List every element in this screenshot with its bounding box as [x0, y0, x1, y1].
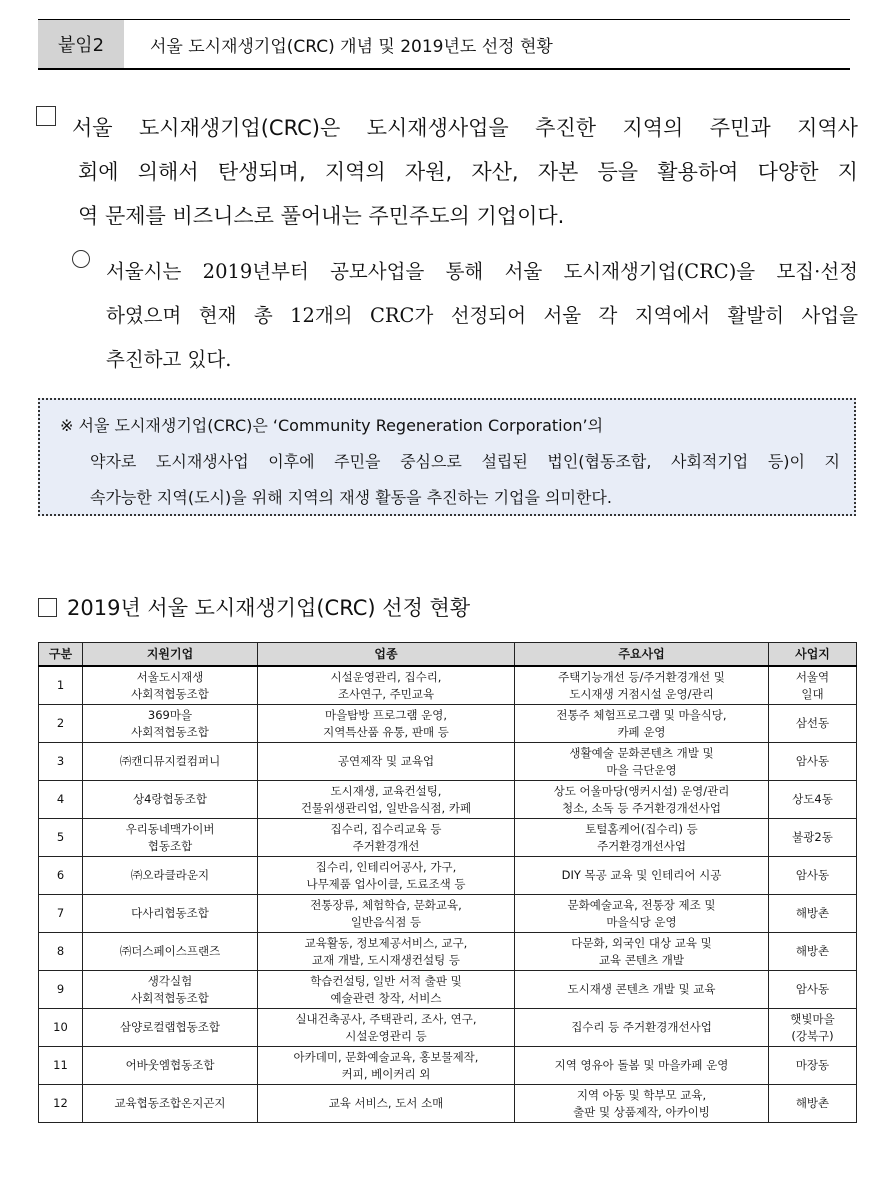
table-cell — [258, 857, 515, 895]
cell-text: 서울역 일대 — [795, 669, 830, 701]
note-text: 속가능한 지역(도시)을 위해 지역의 재생 활동을 추진하는 기업을 의미한다. — [90, 488, 612, 507]
cell-text: 삼양로컬랩협동조합 — [120, 1020, 220, 1034]
cell-text: 6 — [56, 868, 65, 882]
paragraph-line — [72, 338, 858, 382]
word: 하였으며 — [106, 304, 182, 327]
word: 추진한 — [535, 116, 597, 140]
table-row — [39, 1047, 857, 1085]
word: 공모사업을 — [330, 260, 425, 283]
word: 도시재생기업(CRC)은 — [139, 116, 341, 140]
cell-text: 삼선동 — [795, 716, 830, 730]
word: 회에 — [78, 160, 119, 184]
table-body — [39, 666, 857, 1123]
cell-text: 11 — [53, 1058, 68, 1072]
word: 모집·선정 — [776, 260, 858, 283]
paragraph-text — [72, 106, 858, 150]
cell-text: 암사동 — [795, 754, 830, 768]
column-header: 업종 — [258, 643, 515, 667]
cell-text: 학습컨설팅, 일반 서적 출판 및 예술관련 창작, 서비스 — [310, 973, 462, 1005]
cell-text: 3 — [56, 754, 65, 768]
cell-text: 마장동 — [795, 1058, 830, 1072]
word: 서울 — [543, 304, 582, 327]
cell-text: 2 — [56, 716, 65, 730]
table-cell — [769, 1047, 857, 1085]
table-cell — [515, 705, 769, 743]
section-title-text: 2019년 서울 도시재생기업(CRC) 선정 현황 — [67, 596, 471, 620]
cell-text: ㈜더스페이스프랜즈 — [119, 944, 221, 958]
table-row — [39, 743, 857, 781]
table-row — [39, 781, 857, 819]
table-cell — [769, 933, 857, 971]
table-cell — [515, 743, 769, 781]
table-cell — [39, 666, 83, 705]
table-cell — [769, 857, 857, 895]
cell-text: 마을탐방 프로그램 운영, 지역특산품 유통, 판매 등 — [323, 707, 449, 739]
table-cell — [39, 1009, 83, 1047]
table-cell — [39, 857, 83, 895]
word: 의해서 — [137, 160, 199, 184]
table-cell — [83, 1085, 258, 1123]
word: CRC가 — [369, 304, 434, 327]
word: 현재 — [198, 304, 237, 327]
cell-text: 암사동 — [795, 868, 830, 882]
cell-text: 아카데미, 문화예술교육, 홍보물제작, 커피, 베이커리 외 — [293, 1049, 479, 1081]
word: 설립된 — [481, 452, 528, 471]
cell-text: 생각실험 사회적협동조합 — [131, 973, 209, 1005]
cell-text: 상도 어울마당(앵커시설) 운영/관리 청소, 소독 등 주거환경개선사업 — [553, 783, 730, 815]
table-cell — [83, 705, 258, 743]
word: 등)이 — [767, 452, 805, 471]
word: 각 — [598, 304, 618, 327]
cell-text: 햇빛마을 (강북구) — [790, 1011, 835, 1043]
definition-note — [38, 398, 856, 516]
table-cell — [515, 933, 769, 971]
table-cell — [769, 819, 857, 857]
cell-text: 도시재생, 교육컨설팅, 건물위생관리업, 일반음식점, 카페 — [300, 783, 472, 815]
table-cell — [769, 666, 857, 705]
cell-text: 다문화, 외국인 대상 교육 및 교육 콘텐츠 개발 — [571, 935, 712, 967]
word: 지역에서 — [634, 304, 711, 327]
table-cell — [769, 1009, 857, 1047]
cell-text: 전통주 체험프로그램 및 마을식당, 카페 운영 — [556, 707, 727, 739]
cell-text: 토털홈케어(집수리) 등 주거환경개선사업 — [585, 821, 698, 853]
table-cell — [83, 1009, 258, 1047]
cell-text: 상4랑협동조합 — [133, 792, 207, 806]
table-cell — [769, 743, 857, 781]
word: 선정되어 — [450, 304, 527, 327]
detail-paragraph — [72, 250, 858, 382]
table-cell — [258, 1009, 515, 1047]
table-cell — [83, 933, 258, 971]
word: 지 — [837, 160, 858, 184]
table-cell — [515, 895, 769, 933]
word: 12개의 — [290, 304, 353, 327]
word: 도시재생기업(CRC)을 — [563, 260, 756, 283]
cell-text: 어바웃엠협동조합 — [125, 1058, 215, 1072]
paragraph-line — [36, 194, 858, 238]
word: 활발히 — [727, 304, 785, 327]
cell-text: 생활예술 문화콘텐츠 개발 및 마을 극단운영 — [569, 745, 714, 777]
table-cell — [515, 781, 769, 819]
word: 활용하여 — [657, 160, 739, 184]
table-cell — [39, 1047, 83, 1085]
table-cell — [39, 933, 83, 971]
cell-text: 주택기능개선 등/주거환경개선 및 도시재생 거점시설 운영/관리 — [558, 669, 725, 701]
table-row — [39, 1009, 857, 1047]
cell-text: 9 — [56, 982, 65, 996]
cell-text: 우리동네맥가이버 협동조합 — [125, 821, 215, 853]
table-row — [39, 895, 857, 933]
table-cell — [258, 1047, 515, 1085]
table-row — [39, 933, 857, 971]
word: 지 — [824, 452, 840, 471]
cell-text: 도시재생 콘텐츠 개발 및 교육 — [567, 982, 716, 996]
word: 자본 — [537, 160, 579, 184]
word: 서울시는 — [106, 260, 182, 283]
cell-text: 집수리 등 주거환경개선사업 — [571, 1020, 712, 1034]
note-line — [60, 408, 840, 444]
word: 다양한 — [757, 160, 819, 184]
word: 중심으로 — [400, 452, 462, 471]
table-cell — [258, 895, 515, 933]
table-cell — [39, 743, 83, 781]
table-cell — [515, 666, 769, 705]
cell-text: 지역 영유아 돌봄 및 마을카페 운영 — [554, 1058, 729, 1072]
note-line — [60, 444, 840, 480]
table-cell — [83, 1047, 258, 1085]
table-cell — [39, 705, 83, 743]
table-cell — [83, 743, 258, 781]
table-cell — [39, 971, 83, 1009]
word: 탄생되며, — [217, 160, 306, 184]
cell-text: 1 — [56, 678, 65, 692]
table-cell — [769, 781, 857, 819]
word: 주민을 — [334, 452, 381, 471]
table-cell — [83, 857, 258, 895]
table-cell — [515, 1009, 769, 1047]
intro-paragraph — [36, 106, 858, 238]
word: 이후에 — [268, 452, 315, 471]
table-cell — [258, 666, 515, 705]
paragraph-line — [72, 250, 858, 294]
crc-selection-table — [38, 642, 857, 1123]
table-cell — [515, 971, 769, 1009]
checkbox-square-icon — [38, 598, 57, 617]
table-cell — [769, 971, 857, 1009]
cell-text: 불광2동 — [792, 830, 833, 844]
table-cell — [258, 819, 515, 857]
table-row — [39, 666, 857, 705]
cell-text: 교육협동조합온지곤지 — [114, 1096, 226, 1110]
word: 자원, — [404, 160, 453, 184]
table-cell — [258, 1085, 515, 1123]
cell-text: 시설운영관리, 집수리, 조사연구, 주민교육 — [330, 669, 442, 701]
table-header-row — [39, 643, 857, 667]
cell-text: 다사리협동조합 — [131, 906, 209, 920]
table-cell — [83, 971, 258, 1009]
cell-text: 전통장류, 체험학습, 문화교육, 일반음식점 등 — [310, 897, 462, 929]
paragraph-line — [36, 150, 858, 194]
attachment-header — [38, 19, 850, 70]
table-cell — [83, 819, 258, 857]
paragraph-text: 추진하고 있다. — [106, 348, 232, 371]
table-cell — [258, 781, 515, 819]
cell-text: 상도4동 — [792, 792, 833, 806]
cell-text: 집수리, 집수리교육 등 주거환경개선 — [330, 821, 442, 853]
cell-text: 교육 서비스, 도서 소매 — [328, 1096, 444, 1110]
circle-bullet-icon — [72, 250, 90, 268]
table-row — [39, 857, 857, 895]
cell-text: 해방촌 — [795, 906, 830, 920]
paragraph-line — [36, 106, 858, 150]
word: 2019년부터 — [202, 260, 309, 283]
paragraph-text: 역 문제를 비즈니스로 풀어내는 주민주도의 기업이다. — [78, 204, 565, 228]
table-cell — [83, 895, 258, 933]
table-cell — [258, 705, 515, 743]
cell-text: ㈜캔디뮤지컬컴퍼니 — [119, 754, 221, 768]
attachment-tag: 붙임2 — [38, 20, 124, 68]
cell-text: 지역 아동 및 학부모 교육, 출판 및 상품제작, 아카이빙 — [573, 1087, 710, 1119]
table-cell — [39, 819, 83, 857]
paragraph-text — [106, 250, 858, 294]
word: 약자로 — [90, 452, 137, 471]
cell-text: 공연제작 및 교육업 — [337, 754, 435, 768]
word: 사업을 — [801, 304, 858, 327]
cell-text: 교육활동, 정보제공서비스, 교구, 교재 개발, 도시재생컨설팅 등 — [304, 935, 468, 967]
table-row — [39, 971, 857, 1009]
cell-text: 4 — [56, 792, 65, 806]
table-cell — [258, 933, 515, 971]
word: 도시재생사업을 — [366, 116, 509, 140]
word: 자산, — [471, 160, 519, 184]
cell-text: 암사동 — [795, 982, 830, 996]
column-header: 사업지 — [769, 643, 857, 667]
cell-text: 10 — [53, 1020, 68, 1034]
table-cell — [39, 1085, 83, 1123]
section-title — [38, 592, 470, 622]
table-cell — [39, 895, 83, 933]
note-line — [60, 480, 840, 516]
checkbox-square-icon — [36, 106, 56, 126]
cell-text: 해방촌 — [795, 944, 830, 958]
cell-text: 7 — [56, 906, 65, 920]
word: 지역의 — [622, 116, 684, 140]
cell-text: 실내건축공사, 주택관리, 조사, 연구, 시설운영관리 등 — [295, 1011, 477, 1043]
word: 지역사 — [797, 116, 858, 140]
cell-text: DIY 목공 교육 및 인테리어 시공 — [561, 868, 722, 882]
table-cell — [769, 1085, 857, 1123]
table-row — [39, 1085, 857, 1123]
cell-text: 369마을 사회적협동조합 — [131, 707, 209, 739]
word: 서울 — [72, 116, 113, 140]
word: 총 — [253, 304, 273, 327]
table-cell — [83, 781, 258, 819]
word: 법인(협동조합, — [547, 452, 652, 471]
cell-text: 서울도시재생 사회적협동조합 — [131, 669, 209, 701]
table-cell — [515, 1047, 769, 1085]
word: 주민과 — [709, 116, 771, 140]
cell-text: 해방촌 — [795, 1096, 830, 1110]
column-header: 지원기업 — [83, 643, 258, 667]
cell-text: 8 — [56, 944, 65, 958]
table-cell — [769, 705, 857, 743]
table-cell — [515, 819, 769, 857]
cell-text: 5 — [56, 830, 65, 844]
cell-text: 12 — [53, 1096, 68, 1110]
table-cell — [83, 666, 258, 705]
cell-text: 문화예술교육, 전통장 제조 및 마을식당 운영 — [567, 897, 716, 929]
word: 통해 — [445, 260, 484, 283]
word: 도시재생사업 — [155, 452, 249, 471]
table-row — [39, 819, 857, 857]
word: 지역의 — [324, 160, 386, 184]
word: 서울 — [504, 260, 543, 283]
word: 사회적기업 — [670, 452, 749, 471]
table-cell — [769, 895, 857, 933]
table-cell — [258, 743, 515, 781]
note-text: ※ 서울 도시재생기업(CRC)은 ‘Community Regeneration Corporation’의 — [60, 416, 604, 435]
table-cell — [39, 781, 83, 819]
attachment-title: 서울 도시재생기업(CRC) 개념 및 2019년도 선정 현황 — [150, 36, 553, 57]
paragraph-line — [72, 294, 858, 338]
cell-text: ㈜오라클라운지 — [130, 868, 210, 882]
cell-text: 집수리, 인테리어공사, 가구, 나무제품 업사이클, 도료조색 등 — [306, 859, 466, 891]
column-header: 주요사업 — [515, 643, 769, 667]
table-cell — [258, 971, 515, 1009]
table-cell — [515, 857, 769, 895]
table-row — [39, 705, 857, 743]
column-header: 구분 — [39, 643, 83, 667]
word: 등을 — [597, 160, 639, 184]
table-cell — [515, 1085, 769, 1123]
